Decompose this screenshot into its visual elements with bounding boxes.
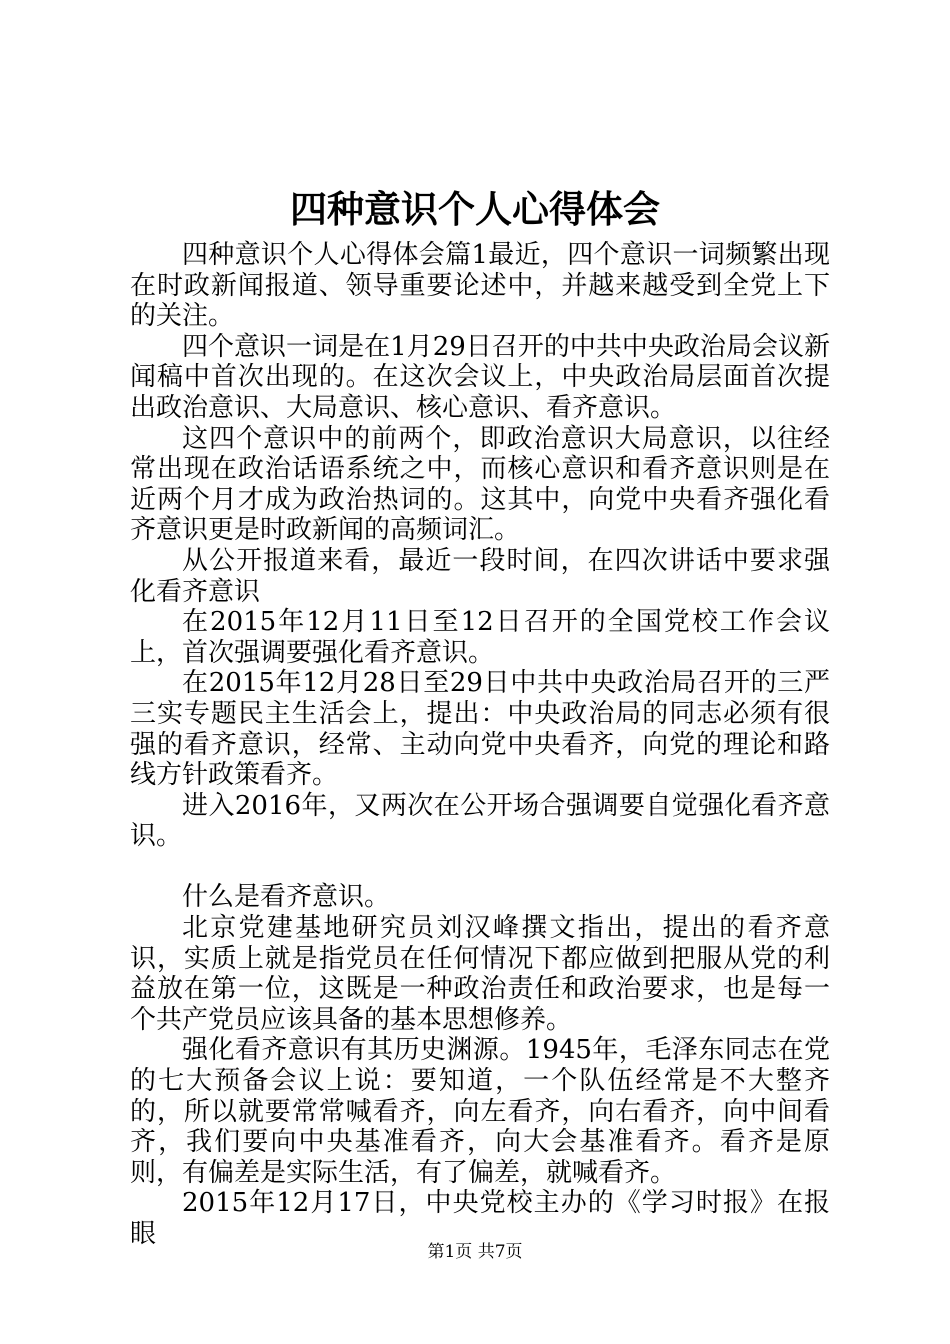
paragraph-1: 四种意识个人心得体会篇1最近，四个意识一词频繁出现在时政新闻报道、领导重要论述中，并越来越受到全党上下的关注。 <box>130 240 830 332</box>
paragraph-2: 四个意识一词是在1月29日召开的中共中央政治局会议新闻稿中首次出现的。在这次会议上，中央政治局层面首次提出政治意识、大局意识、核心意识、看齐意识。 <box>130 331 830 423</box>
blank-line <box>130 852 830 883</box>
paragraph-8: 什么是看齐意识。 <box>182 882 391 913</box>
paragraph-5: 在2015年12月11日至12日召开的全国党校工作会议上，首次强调要强化看齐意识。 <box>130 607 830 668</box>
page-number-footer: 第1页 共7页 <box>427 1242 523 1262</box>
paragraph-4: 从公开报道来看，最近一段时间，在四次讲话中要求强化看齐意识 <box>130 545 830 607</box>
paragraph-6: 在2015年12月28日至29日中共中央政治局召开的三严三实专题民主生活会上，提出：中央政治局的同志必须有很强的看齐意识，经常、主动向党中央看齐，向党的理论和路线方针政策看齐。 <box>130 668 830 791</box>
document-body <box>130 240 830 1250</box>
paragraph-11: 2015年12月17日，中央党校主办的《学习时报》在报眼 <box>130 1188 830 1249</box>
document-title: 四种意识个人心得体会 <box>290 187 660 231</box>
paragraph-3: 这四个意识中的前两个，即政治意识大局意识，以往经常出现在政治话语系统之中，而核心意识和看齐意识则是在近两个月才成为政治热词的。这其中，向党中央看齐强化看齐意识更是时政新闻的高频词汇。 <box>130 423 830 546</box>
paragraph-9: 北京党建基地研究员刘汉峰撰文指出，提出的看齐意识，实质上就是指党员在任何情况下都应做到把服从党的利益放在第一位，这既是一种政治责任和政治要求，也是每一个共产党员应该具备的基本思想修养。 <box>130 913 830 1035</box>
paragraph-7: 进入2016年，又两次在公开场合强调要自觉强化看齐意识。 <box>130 790 830 852</box>
paragraph-10: 强化看齐意识有其历史渊源。1945年，毛泽东同志在党的七大预备会议上说：要知道，一个队伍经常是不大整齐的，所以就要常常喊看齐，向左看齐，向右看齐，向中间看齐，我们要向中央基准看齐，向大会基准看齐。看齐是原则，有偏差是实际生活，有了偏差，就喊看齐。 <box>130 1035 830 1188</box>
